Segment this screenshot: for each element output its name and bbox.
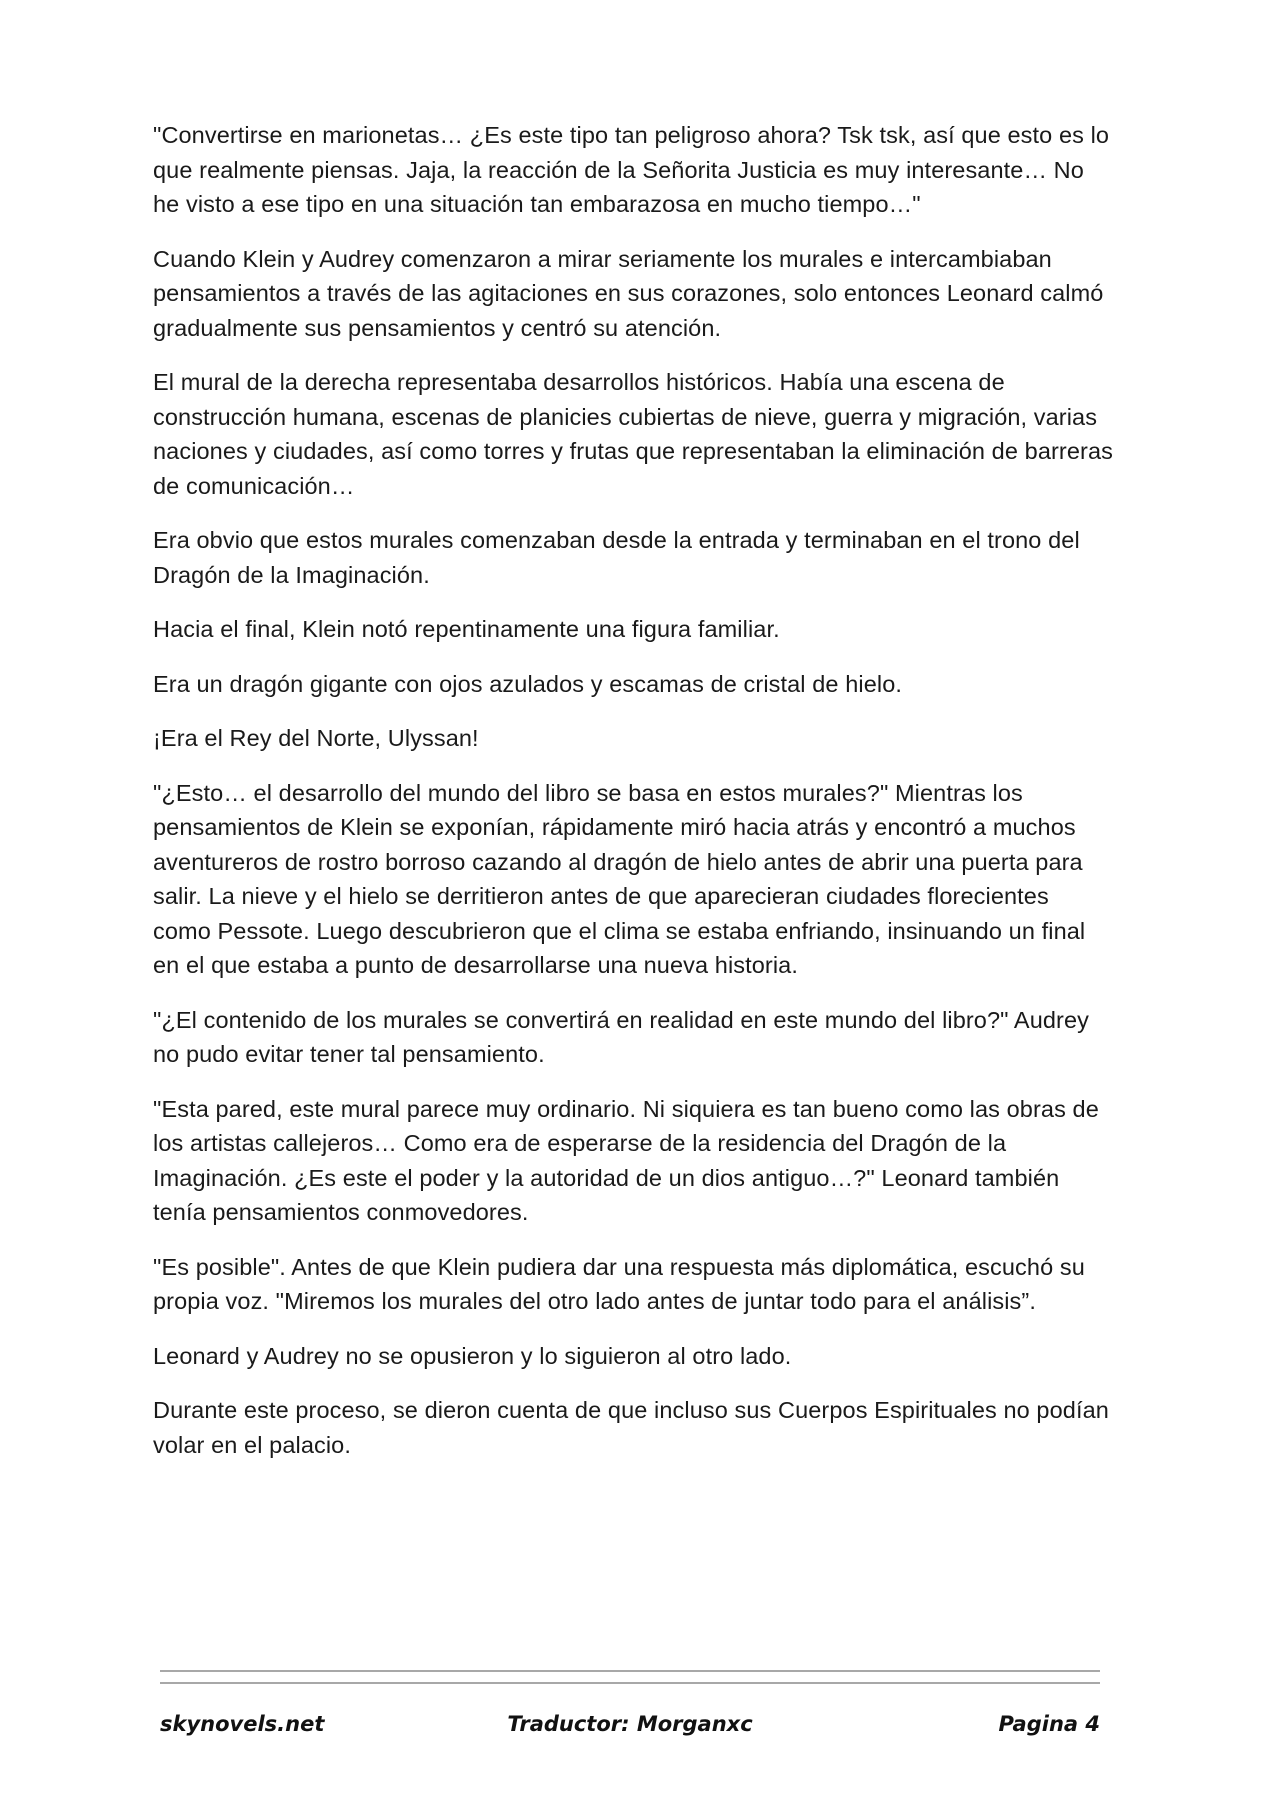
footer-page-number: Pagina 4	[998, 1712, 1100, 1736]
footer-site: skynovels.net	[160, 1712, 325, 1736]
paragraph: Cuando Klein y Audrey comenzaron a mirar seriamente los murales e intercambiaban pensamientos a través de las agitaciones en sus corazones, solo entonces Leonard calmó gradualmente sus pensamientos y centró su atención.	[153, 245, 1104, 341]
paragraph: Hacia el final, Klein notó repentinamente una figura familiar.	[153, 616, 780, 642]
footer-translator: Traductor: Morganxc	[507, 1712, 753, 1736]
paragraph: "¿Esto… el desarrollo del mundo del libro se basa en estos murales?" Mientras los pensamientos de Klein se exponían, rápidamente miró hacia atrás y encontró a muchos aventureros de rostro borroso cazando al dragón de hielo antes de abrir una puerta para salir. La nieve y el hielo se derritieron antes de que aparecieran ciudades florecientes como Pessote. Luego descubrieron que el clima se estaba enfriando, insinuando un final en el que estaba a punto de desarrollarse una nueva historia.	[153, 779, 1086, 978]
paragraph: Durante este proceso, se dieron cuenta de que incluso sus Cuerpos Espirituales no podían volar en el palacio.	[153, 1397, 1109, 1458]
document-body	[153, 118, 1113, 1482]
paragraph: Era obvio que estos murales comenzaban desde la entrada y terminaban en el trono del Dragón de la Imaginación.	[153, 527, 1080, 588]
paragraph: "Es posible". Antes de que Klein pudiera dar una respuesta más diplomática, escuchó su propia voz. "Miremos los murales del otro lado antes de juntar todo para el análisis”.	[153, 1253, 1085, 1314]
footer-divider	[160, 1682, 1100, 1684]
paragraph: "Convertirse en marionetas… ¿Es este tipo tan peligroso ahora? Tsk tsk, así que esto es lo que realmente piensas. Jaja, la reacción de la Señorita Justicia es muy interesante… No he visto a ese tipo en una situación tan embarazosa en mucho tiempo…"	[153, 122, 1110, 217]
paragraph: Leonard y Audrey no se opusieron y lo siguieron al otro lado.	[153, 1342, 792, 1369]
paragraph: ¡Era el Rey del Norte, Ulyssan!	[153, 725, 479, 751]
footer-divider	[160, 1670, 1100, 1672]
page-footer	[160, 1712, 1100, 1744]
paragraph: Era un dragón gigante con ojos azulados y escamas de cristal de hielo.	[153, 670, 903, 697]
paragraph: "¿El contenido de los murales se convertirá en realidad en este mundo del libro?" Audrey no pudo evitar tener tal pensamiento.	[153, 1006, 1089, 1067]
paragraph: El mural de la derecha representaba desarrollos históricos. Había una escena de construcción humana, escenas de planicies cubiertas de nieve, guerra y migración, varias naciones y ciudades, así como torres y frutas que representaban la eliminación de barreras de comunicación…	[153, 369, 1113, 499]
paragraph: "Esta pared, este mural parece muy ordinario. Ni siquiera es tan bueno como las obras de los artistas callejeros… Como era de esperarse de la residencia del Dragón de la Imaginación. ¿Es este el poder y la autoridad de un dios antiguo…?" Leonard también tenía pensamientos conmovedores.	[153, 1095, 1099, 1225]
